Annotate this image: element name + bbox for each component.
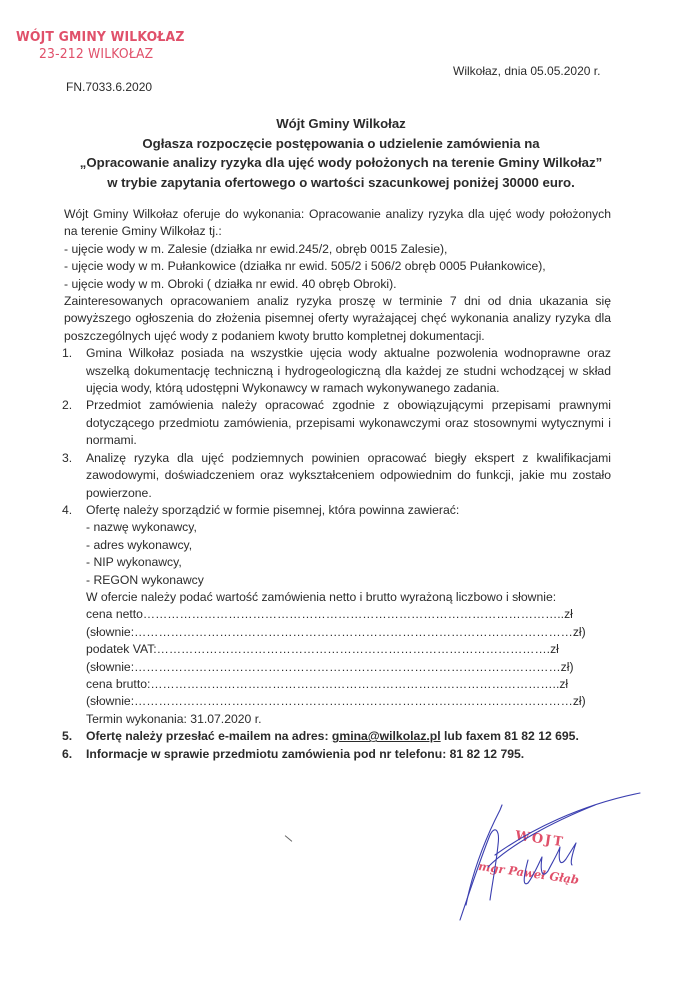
list-item: [64, 450, 611, 502]
list-item: [64, 502, 611, 728]
list-item: [64, 746, 611, 763]
list-item: [64, 728, 611, 745]
item-text: Ofertę należy przesłać e-mailem na adres:: [86, 729, 332, 744]
item-number: 1.: [62, 346, 73, 361]
deadline: Termin wykonania: 31.07.2020 r.: [86, 711, 262, 726]
stray-mark: [285, 835, 293, 842]
intake-item: - ujęcie wody w m. Pułankowice (działka nr ewid. 505/2 i 506/2 obręb 0005 Pułankowice),: [64, 259, 546, 274]
signature-stamp-title: WÓJT: [514, 828, 566, 851]
title-issuer: Wójt Gminy Wilkołaz: [276, 116, 406, 131]
intake-item: - ujęcie wody w m. Obroki ( działka nr ewid. 40 obręb Obroki).: [64, 276, 397, 291]
item-text: Ofertę należy sporządzić w formie pisemnej, która powinna zawierać:: [86, 502, 460, 517]
item-number: 2.: [62, 398, 73, 413]
item-text: lub faxem 81 82 12 695.: [440, 729, 579, 744]
title-subject: „Opracowanie analizy ryzyka dla ujęć wody położonych na terenie Gminy Wilkołaz”: [79, 155, 603, 170]
list-item: [64, 345, 611, 397]
price-intro: W ofercie należy podać wartość zamówienia netto i brutto wyrażoną liczbowo i słownie:: [86, 589, 557, 604]
item-text: Analizę ryzyka dla ujęć podziemnych powinien opracować biegły ekspert z kwalifikacjami zawodowymi, doświadczeniem oraz wykształceniem odpowiednim do funkcji, jakie mu zostało powierzone.: [86, 450, 611, 500]
price-field-gross-words: (słownie:………………………………………………………………………………………………zł): [86, 694, 586, 709]
offer-content-item: - adres wykonawcy,: [86, 537, 193, 552]
item-number: 6.: [62, 746, 73, 761]
item-number: 4.: [62, 502, 73, 517]
price-field-gross: cena brutto:………………………………………………………………………………………..zł: [86, 676, 569, 691]
price-field-vat: podatek VAT:…………………………………………………………………………………….zł: [86, 642, 559, 657]
title-announcement: Ogłasza rozpoczęcie postępowania o udzielenie zamówienia na: [142, 135, 540, 151]
offer-content-item: - nazwę wykonawcy,: [86, 520, 197, 535]
item-text: Przedmiot zamówienia należy opracować zgodnie z obowiązującymi przepisami prawnymi dotyczącego przedmiotu zamówienia, przepisami wykonawczymi oraz stosownymi wytycznymi i normami.: [86, 398, 611, 448]
invitation-paragraph: Zainteresowanych opracowaniem analiz ryzyka proszę w terminie 7 dni od dnia ukazania się powyższego ogłoszenia do złożenia pisemnej oferty wyrażającej chęć wykonania analizy ryzyka dla poszczególnych ujęć wody z podaniem kwoty brutto kompletnej dokumentacji.: [64, 294, 611, 343]
email-link[interactable]: gmina@wilkolaz.pl: [331, 729, 441, 744]
offer-content-item: - NIP wykonawcy,: [86, 555, 182, 570]
reference-number: FN.7033.6.2020: [66, 80, 153, 94]
price-field-net-words: (słownie:………………………………………………………………………………………………zł): [86, 624, 586, 639]
item-number: 5.: [62, 729, 73, 744]
place-and-date: Wilkołaz, dnia 05.05.2020 r.: [453, 64, 601, 78]
offer-content-item: - REGON wykonawcy: [86, 572, 204, 587]
item-text: Informacje w sprawie przedmiotu zamówienia pod nr telefonu: 81 82 12 795.: [86, 746, 525, 761]
office-stamp-title: WÓJT GMINY WILKOŁAZ: [16, 29, 185, 45]
intro-paragraph: Wójt Gminy Wilkołaz oferuje do wykonania: Opracowanie analizy ryzyka dla ujęć wody położonych na terenie Gminy Wilkołaz tj.:: [64, 207, 611, 239]
document-title: [0, 114, 682, 192]
requirements-list: [64, 345, 611, 763]
item-text: Gmina Wilkołaz posiada na wszystkie ujęcia wody aktualne pozwolenia wodnoprawne oraz wszelką dokumentację techniczną i hydrogeologiczną dla każdej ze studni wchodzącej w skład ujęcia wody, którą udostępni Wykonawcy w ramach wykonywanego zadania.: [86, 346, 611, 396]
price-field-net: cena netto…………………………………………………………………………………………..zł: [86, 607, 573, 622]
intake-item: - ujęcie wody w m. Zalesie (działka nr ewid.245/2, obręb 0015 Zalesie),: [64, 241, 448, 256]
document-body: [64, 206, 611, 763]
title-procedure: w trybie zapytania ofertowego o wartości szacunkowej poniżej 30000 euro.: [107, 174, 575, 190]
item-number: 3.: [62, 450, 73, 465]
signature-stamp-name: mgr Paweł Głąb: [477, 859, 580, 887]
office-stamp-address: 23-212 WILKOŁAZ: [39, 47, 154, 62]
list-item: [64, 397, 611, 449]
price-field-vat-words: (słownie:……………………………………………………………………………………………zł): [86, 659, 574, 674]
handwritten-signature: [400, 775, 660, 925]
